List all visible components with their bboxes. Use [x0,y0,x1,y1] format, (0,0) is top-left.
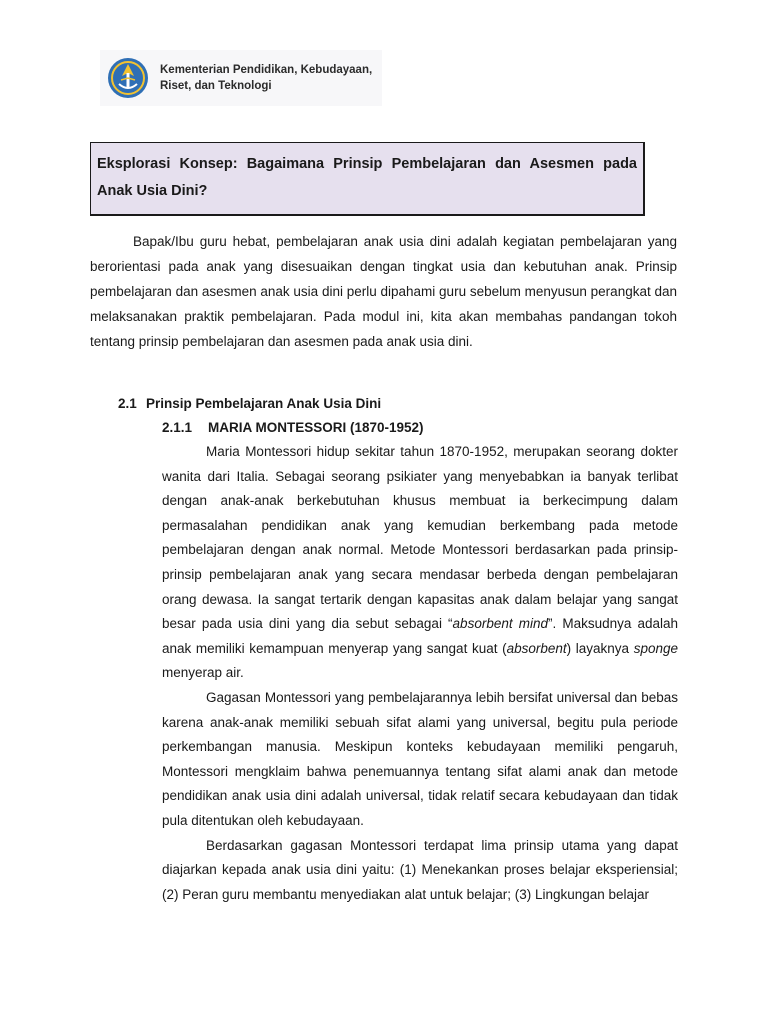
paragraph-2: Gagasan Montessori yang pembelajarannya lebih bersifat universal dan bebas karena anak-anak memiliki sebuah sifat alami yang universal, begitu pula periode perkembangan manusia. Meskipun konteks kebudayaan memiliki pengaruh, Montessori mengklaim bahwa penemuannya tentang sifat alami anak dan metode pendidikan anak usia dini adalah universal, tidak relatif secara kebudayaan dan tidak pula ditentukan oleh kebudayaan. [162,689,678,828]
montessori-body [162,440,678,907]
absorbent-term: absorbent [506,640,567,656]
ministry-logo-icon [106,56,150,100]
subsection-title: MARIA MONTESSORI (1870-1952) [208,420,424,435]
paragraph-1-text-c: ) layaknya [566,640,634,656]
ministry-name-line2: Riset, dan Teknologi [160,80,272,92]
paragraph-3: Berdasarkan gagasan Montessori terdapat lima prinsip utama yang dapat diajarkan kepada anak usia dini yaitu: (1) Menekankan proses belajar eksperiensial; (2) Peran guru membantu menyediakan alat untuk belajar; (3) Lingkungan belajar [162,837,678,902]
paragraph-1-text-d: menyerap air. [162,665,244,681]
section-title: Prinsip Pembelajaran Anak Usia Dini [146,396,382,411]
subsection-number: 2.1.1 [162,420,193,435]
paragraph-1-text-b: ”. Maksudnya adalah anak memiliki kemampuan menyerap yang sangat kuat ( [162,616,679,656]
concept-exploration-box [90,142,645,216]
subsection-heading [162,418,424,438]
section-number: 2.1 [118,396,137,411]
paragraph-1 [162,440,678,686]
paragraph-1-text-a: Maria Montessori hidup sekitar tahun 1870-1952, merupakan seorang dokter wanita dari Italia. Sebagai seorang psikiater yang menyebabkan ia banyak terlibat dengan anak-anak berkebutuhan khusus membuat ia berkecimpung dalam permasalahan pendidikan anak yang kemudian berkembang pada metode pembelajaran dengan anak normal. Metode Montessori berdasarkan pada prinsip-prinsip pembelajaran anak yang secara mendasar berbeda dengan pembelajaran orang dewasa. Ia sangat tertarik dengan kapasitas anak dalam belajar yang sangat besar pada usia dini yang dia sebut sebagai “ [162,444,678,632]
ministry-header [100,50,382,106]
section-heading [118,394,381,414]
intro-paragraph: Bapak/Ibu guru hebat, pembelajaran anak usia dini adalah kegiatan pembelajaran yang berorientasi pada anak yang disesuaikan dengan tingkat usia dan kebutuhan anak. Prinsip pembelajaran dan asesmen anak usia dini perlu dipahami guru sebelum menyusun perangkat dan melaksanakan praktik pembelajaran. Pada modul ini, kita akan membahas pandangan tokoh tentang prinsip pembelajaran dan asesmen pada anak usia dini. [90,234,677,349]
absorbent-mind-term: absorbent mind [452,616,548,632]
concept-title: Eksplorasi Konsep: Bagaimana Prinsip Pembelajaran dan Asesmen pada Anak Usia Dini? [97,156,637,199]
ministry-name [160,62,372,94]
ministry-name-line1: Kementerian Pendidikan, Kebudayaan, [160,64,373,76]
sponge-term: sponge [633,640,678,656]
